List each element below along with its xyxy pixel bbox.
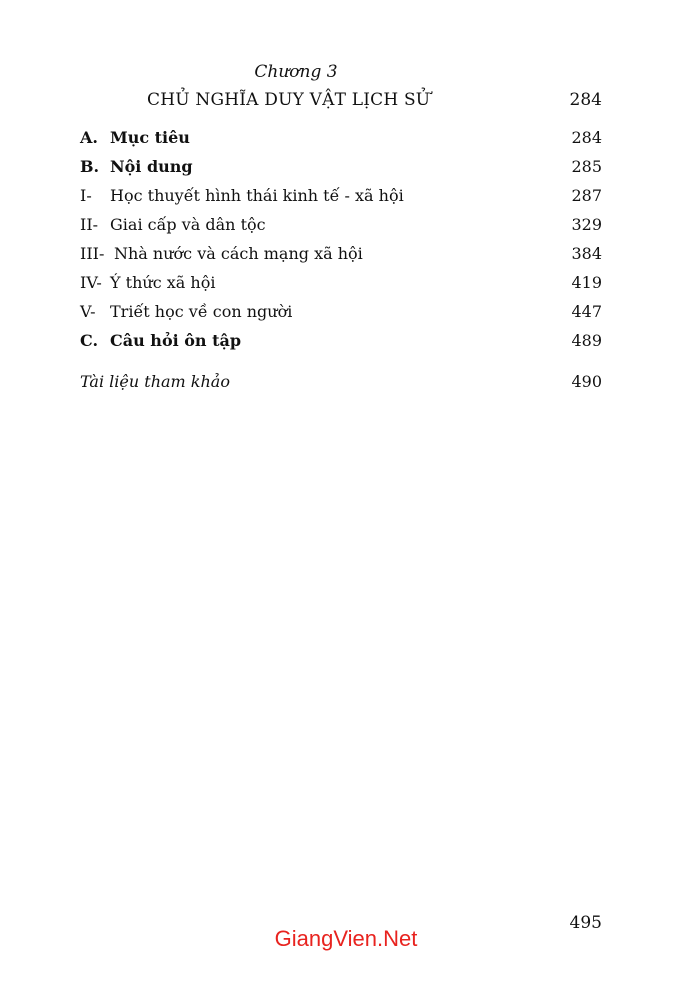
toc-entry-text: Triết học về con người [110, 302, 293, 321]
toc-entry-page: 285 [571, 157, 602, 176]
toc-entry-page: 329 [571, 215, 602, 234]
toc-entry-page: 287 [571, 186, 602, 205]
chapter-page-number: 284 [569, 90, 602, 110]
toc-entry-page: 489 [571, 331, 602, 350]
toc-entry-text: Học thuyết hình thái kinh tế - xã hội [110, 186, 404, 205]
references-page: 490 [571, 372, 602, 391]
toc-entry-b [80, 157, 602, 186]
toc-entry-page: 419 [571, 273, 602, 292]
watermark-text: GiangVien.Net [274, 926, 418, 951]
toc-entry-number: V- [80, 302, 96, 321]
chapter-title: CHỦ NGHĨA DUY VẬT LỊCH SỬ [147, 90, 431, 110]
page-number: 495 [569, 913, 602, 933]
references-text: Tài liệu tham khảo [80, 372, 230, 391]
references-entry [80, 372, 602, 391]
toc-entry-text: Giai cấp và dân tộc [110, 215, 266, 234]
toc-entry-v [80, 302, 602, 331]
toc-entry-iv [80, 273, 602, 302]
toc-entry-number: III- [80, 244, 105, 263]
toc-entry-page: 384 [571, 244, 602, 263]
toc-entry-number: IV- [80, 273, 102, 292]
toc-entry-page: 447 [571, 302, 602, 321]
toc-entry-i [80, 186, 602, 215]
toc-entry-text: Câu hỏi ôn tập [110, 331, 242, 350]
table-of-contents [80, 128, 602, 360]
toc-entry-number: I- [80, 186, 92, 205]
chapter-label: Chương 3 [254, 62, 338, 82]
toc-entry-number: C. [80, 331, 99, 350]
toc-entry-number: II- [80, 215, 99, 234]
toc-entry-text: Nội dung [110, 157, 193, 176]
toc-entry-ii [80, 215, 602, 244]
toc-entry-c [80, 331, 602, 360]
toc-entry-text: Nhà nước và cách mạng xã hội [114, 244, 363, 263]
toc-entry-page: 284 [571, 128, 602, 147]
toc-entry-number: A. [80, 128, 98, 147]
toc-entry-number: B. [80, 157, 100, 176]
toc-entry-text: Mục tiêu [110, 128, 190, 147]
toc-entry-iii [80, 244, 602, 273]
toc-entry-text: Ý thức xã hội [110, 273, 216, 292]
toc-entry-a [80, 128, 602, 157]
